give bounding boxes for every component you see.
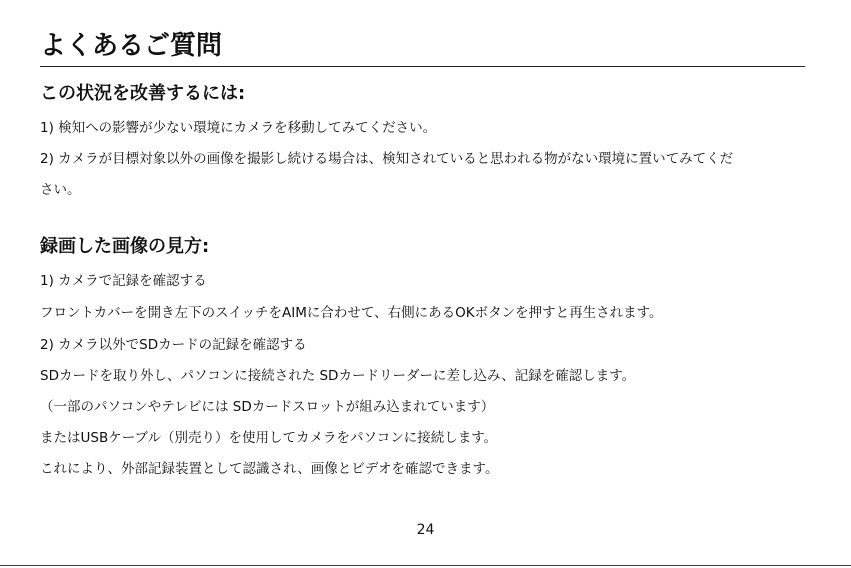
bottom-rule <box>0 565 851 566</box>
view-line-1: 1) カメラで記録を確認する <box>40 273 207 289</box>
page-number: 24 <box>416 522 435 538</box>
title-underline <box>40 66 805 67</box>
view-line-3: 2) カメラ以外でSDカードの記録を確認する <box>40 337 307 353</box>
section-heading-view: 録画した画像の見方: <box>40 236 210 257</box>
view-line-5: （一部のパソコンやテレビには SDカードスロットが組み込まれています） <box>40 399 495 415</box>
view-line-4: SDカードを取り外し、パソコンに接続された SDカードリーダーに差し込み、記録を確認します。 <box>40 368 636 384</box>
improve-line-2: 2) カメラが目標対象以外の画像を撮影し続ける場合は、検知されていると思われる物がない環境に置いてみてくだ <box>40 151 734 167</box>
view-line-7: これにより、外部記録装置として認識され、画像とビデオを確認できます。 <box>40 461 499 477</box>
section-heading-improve: この状況を改善するには: <box>40 83 246 104</box>
improve-line-1: 1) 検知への影響が少ない環境にカメラを移動してみてください。 <box>40 120 437 136</box>
improve-line-3: さい。 <box>40 182 81 198</box>
page-title: よくあるご質問 <box>40 31 223 61</box>
view-line-6: またはUSBケーブル（別売り）を使用してカメラをパソコンに接続します。 <box>40 430 498 446</box>
view-line-2: フロントカバーを開き左下のスイッチをAIMに合わせて、右側にあるOKボタンを押すと再生されます。 <box>40 305 663 321</box>
